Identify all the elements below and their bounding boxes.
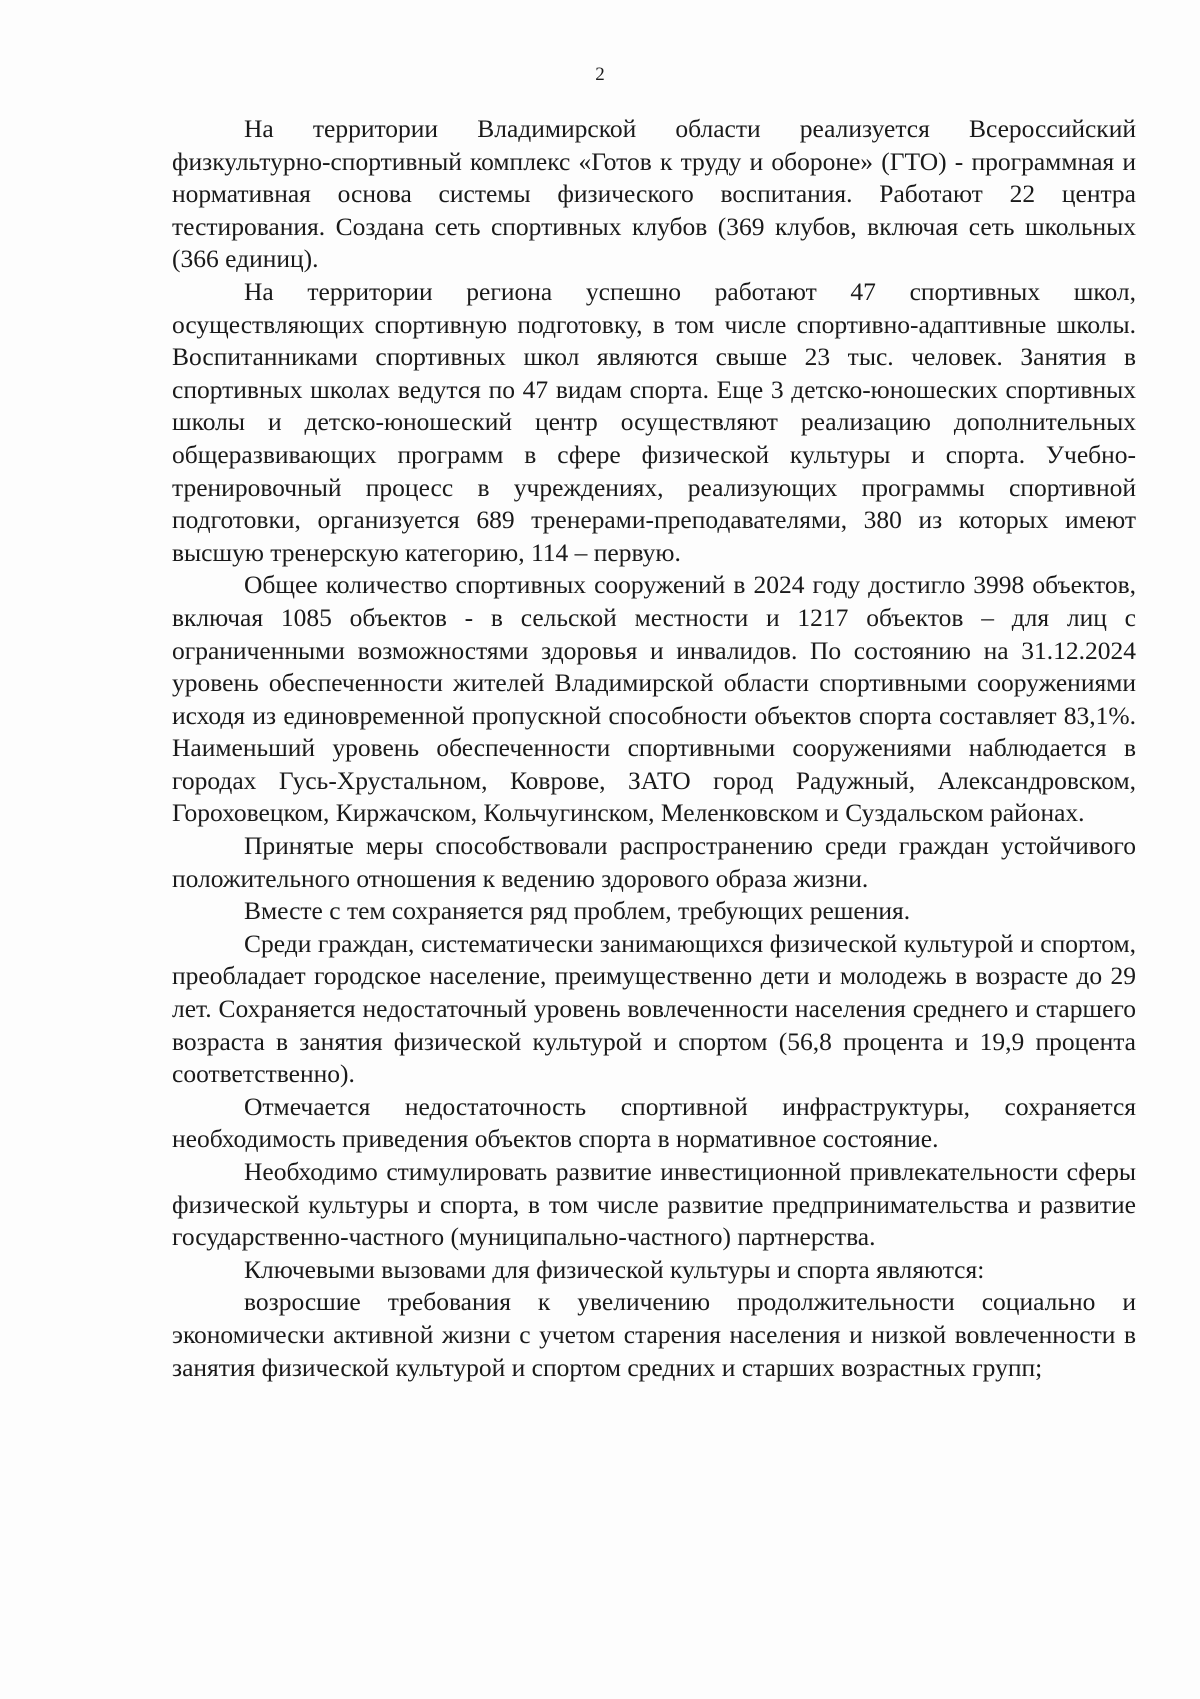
paragraph-citizens-engaged: Среди граждан, систематически занимающихся физической культурой и спортом, преобладает городское население, преимущественно дети и молодежь в возрасте до 29 лет. Сохраняется недостаточный уровень вовлеченности населения среднего и старшего возраста в занятия физической культурой и спортом (56,8 процента и 19,9 процента соответственно). [172,928,1136,1089]
paragraph-sports-schools: На территории региона успешно работают 47 спортивных школ, осуществляющих спортивную подготовку, в том числе спортивно-адаптивные школы. Воспитанниками спортивных школ являются свыше 23 тыс. человек. Занятия в спортивных школах ведутся по 47 видам спорта. Еще 3 детско-юношеских спортивных школы и детско-юношеский центр осуществляют реализацию дополнительных общеразвивающих программ в сфере физической культуры и спорта. Учебно-тренировочный процесс в учреждениях, реализующих программы спортивной подготовки, организуется 689 тренерами-преподавателями, 380 из которых имеют высшую тренерскую категорию, 114 – первую. [172,276,1136,567]
paragraph-gto-complex: На территории Владимирской области реализуется Всероссийский физкультурно-спортивный комплекс «Готов к труду и обороне» (ГТО) - программная и нормативная основа системы физического воспитания. Работают 22 центра тестирования. Создана сеть спортивных клубов (369 клубов, включая сеть школьных (366 единиц). [172,114,1136,274]
paragraph-investment: Необходимо стимулировать развитие инвестиционной привлекательности сферы физической культуры и спорта, в том числе развитие предпринимательства и развитие государственно-частного (муниципально-частного) партнерства. [172,1157,1136,1252]
paragraph-infrastructure: Отмечается недостаточность спортивной инфраструктуры, сохраняется необходимость приведения объектов спорта в нормативное состояние. [172,1091,1136,1154]
document-body [172,113,1136,1384]
paragraph-remaining-problems: Вместе с тем сохраняется ряд проблем, требующих решения. [244,896,911,926]
page-number: 2 [595,64,605,85]
paragraph-sports-facilities: Общее количество спортивных сооружений в 2024 году достигло 3998 объектов, включая 1085 объектов - в сельской местности и 1217 объектов – для лиц с ограниченными возможностями здоровья и инвалидов. По состоянию на 31.12.2024 уровень обеспеченности жителей Владимирской области спортивными сооружениями исходя из единовременной пропускной способности объектов спорта составляет 83,1%. Наименьший уровень обеспеченности спортивными сооружениями наблюдается в городах Гусь-Хрустальном, Коврове, ЗАТО город Радужный, Александровском, Гороховецком, Киржачском, Кольчугинском, Меленковском и Суздальском районах. [172,570,1136,828]
paragraph-measures-taken: Принятые меры способствовали распространению среди граждан устойчивого положительного отношения к ведению здорового образа жизни. [172,831,1136,893]
paragraph-key-challenges: Ключевыми вызовами для физической культуры и спорта являются: [244,1254,985,1284]
paragraph-challenge-item: возросшие требования к увеличению продолжительности социально и экономически активной жизни с учетом старения населения и низкой вовлеченности в занятия физической культурой и спортом средних и старших возрастных групп; [172,1287,1136,1382]
